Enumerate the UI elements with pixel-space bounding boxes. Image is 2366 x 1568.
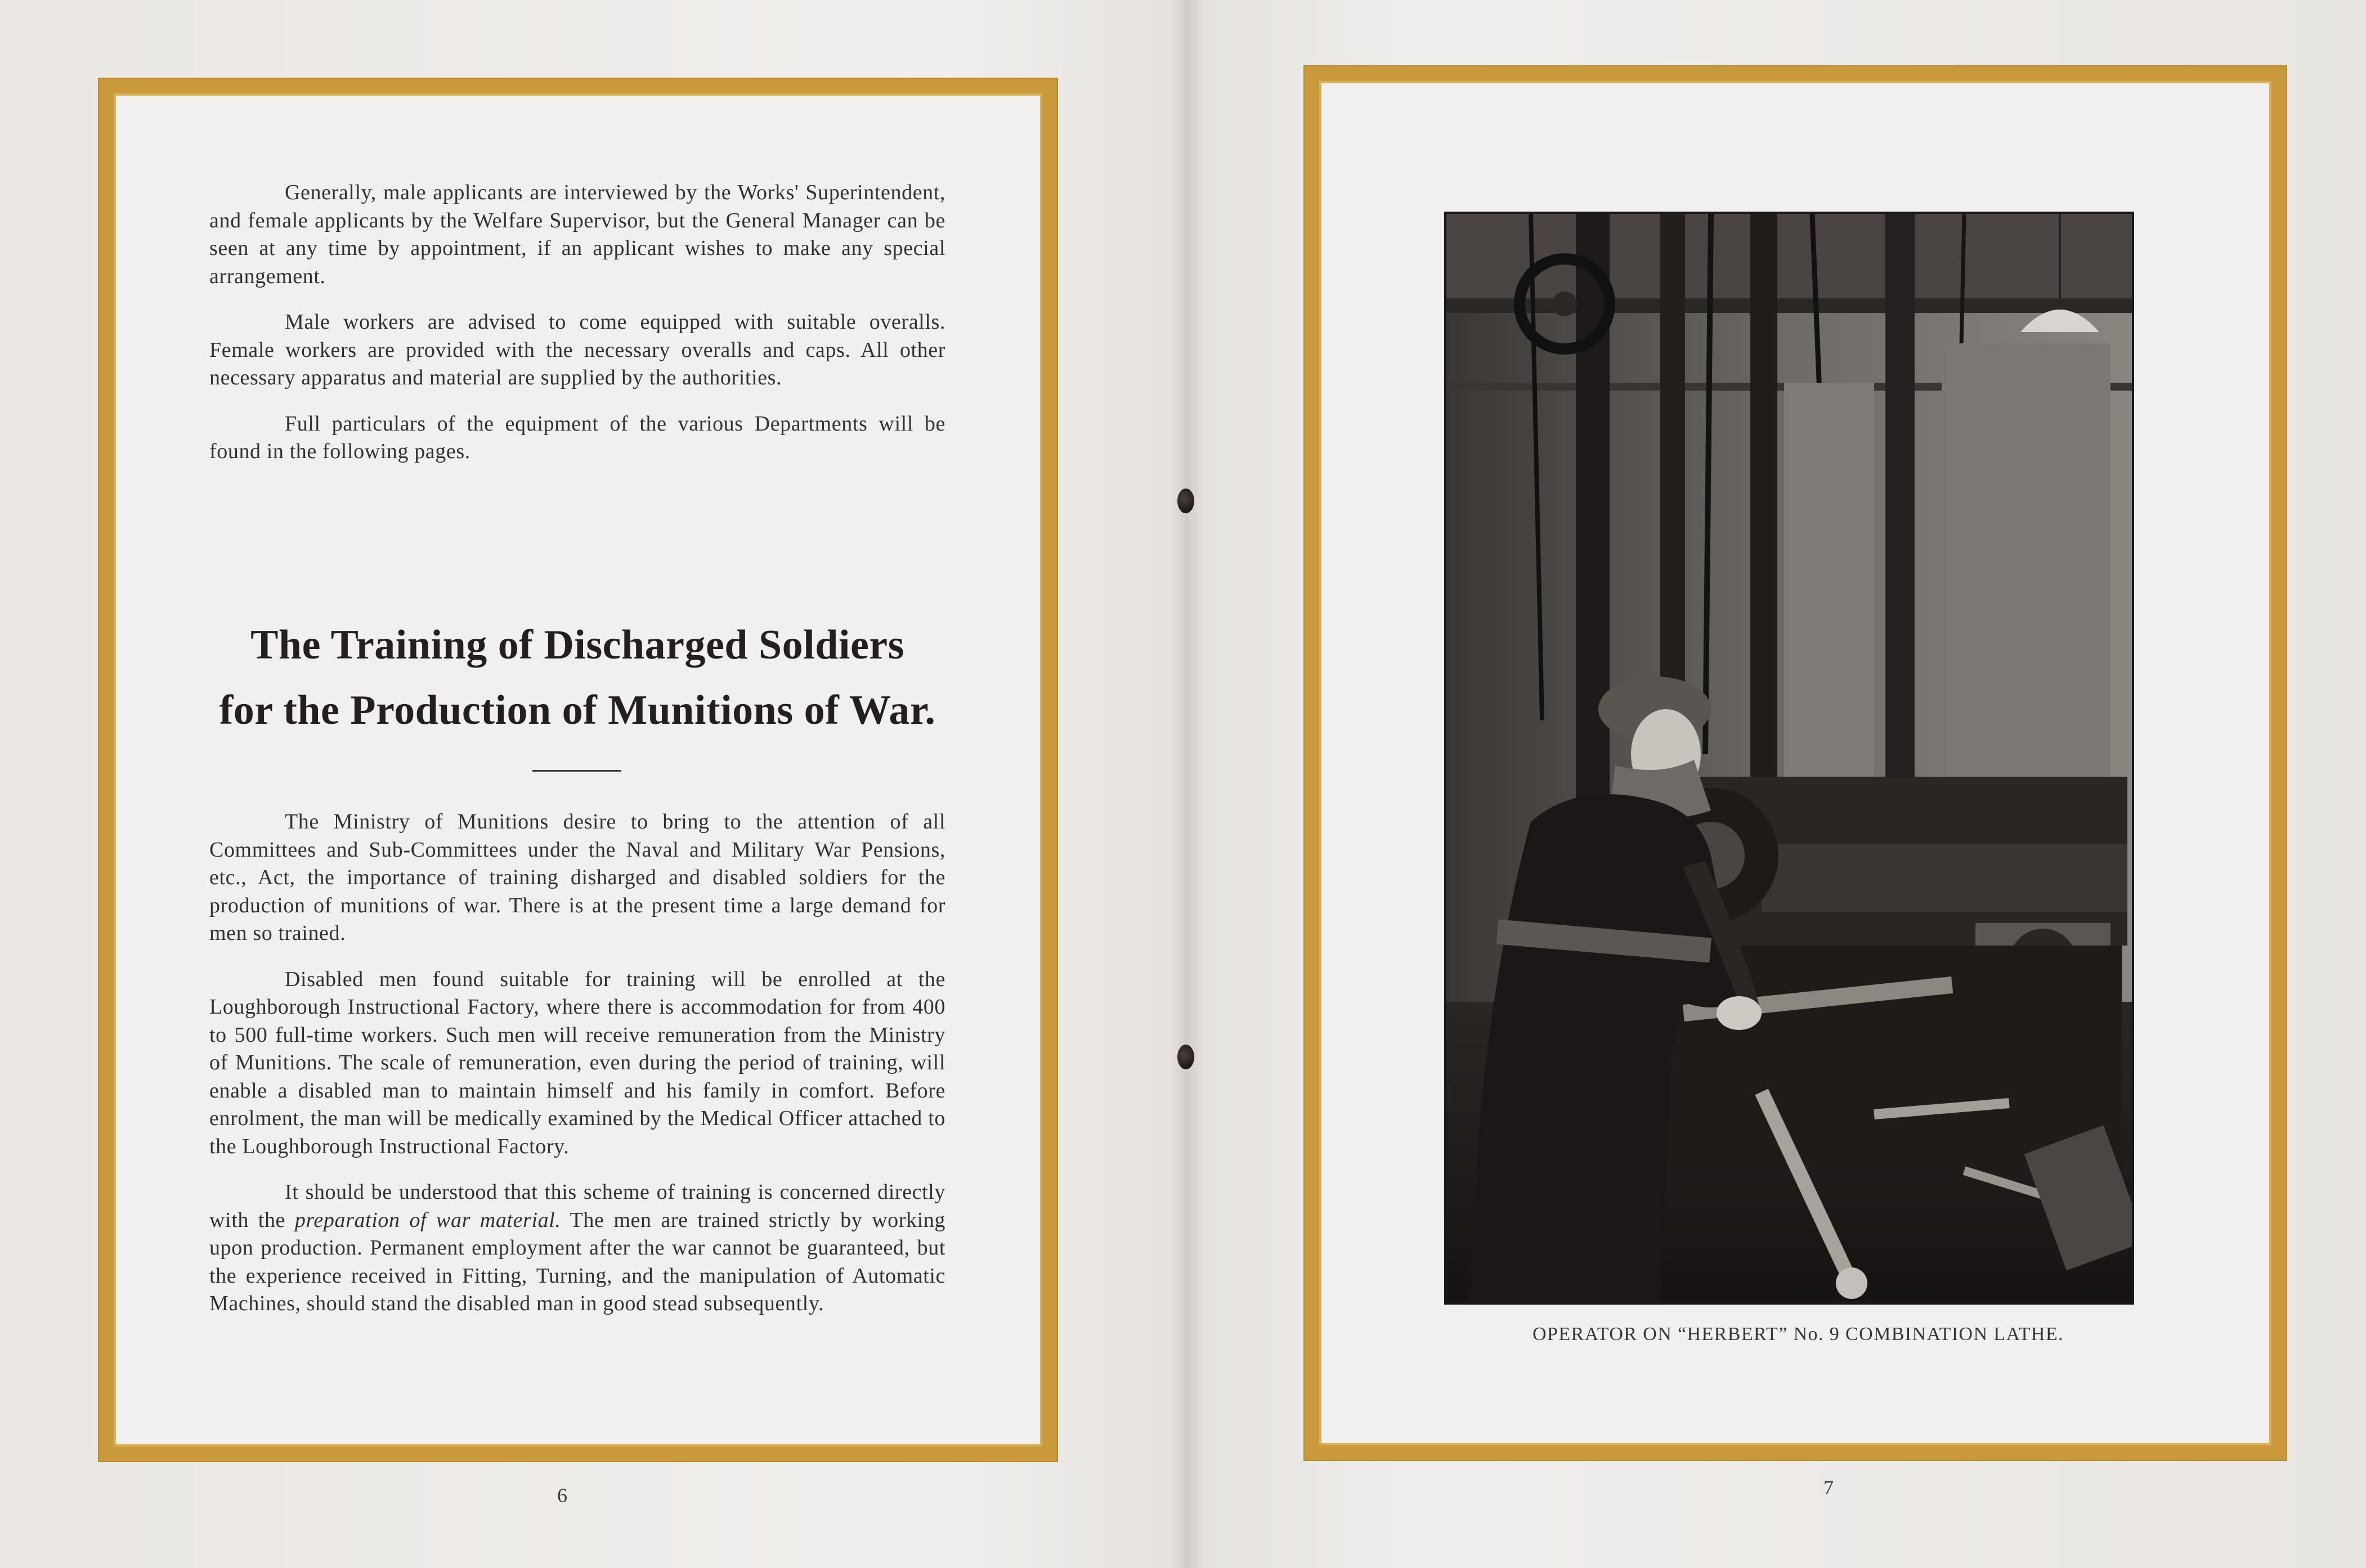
body-paragraph-2: Disabled men found suitable for training will be enrolled at the Loughborough Instructional Factory, where there is accommodation for from 400 to 500 full-time workers. Such men will receive remuneration from the Ministry of Munitions. The scale of remuneration, even during the period of training, will enable a disabled man to maintain himself and his family in comfort. Before enrolment, the man will be medically examined by the Medical Officer attached to the Loughborough Instructional Factory. <box>209 967 945 1158</box>
left-page-body <box>209 808 945 1318</box>
photo-caption: OPERATOR ON “HERBERT” No. 9 COMBINATION LATHE. <box>1532 1324 2064 1345</box>
left-page-intro <box>209 179 945 466</box>
body-paragraph-3-italic: preparation of war material. <box>294 1208 561 1232</box>
heading-divider <box>532 770 621 772</box>
lathe-operator-photo <box>1444 212 2134 1305</box>
staple-bottom <box>1177 1045 1194 1069</box>
intro-paragraph-3: Full particulars of the equipment of the various Departments will be found in the following pages. <box>209 411 945 463</box>
body-paragraph-3-end: The men are trained strictly by working upon production. Permanent employment after the war cannot be guaranteed, but the experience received in Fitting, Turning, and the manipulation of Automatic Machines, should stand the disabled man in good stead subsequently. <box>209 1208 945 1315</box>
intro-paragraph-2: Male workers are advised to come equipped with suitable overalls. Female workers are provided with the necessary overalls and caps. All other necessary apparatus and material are supplied by the authorities. <box>209 310 945 389</box>
page-number-right: 7 <box>1823 1476 1834 1499</box>
book-gutter <box>1171 0 1204 1568</box>
intro-paragraph-1: Generally, male applicants are interviewed by the Works' Superintendent, and female applicants by the Welfare Supervisor, but the General Manager can be seen at any time by appointment, if an applicant wishes to make any special arrangement. <box>209 181 945 288</box>
body-paragraph-3-start: It should be understood that this scheme of training is concerned directly with the <box>209 1180 945 1232</box>
heading-line-1: The Training of Discharged Soldiers <box>250 622 904 668</box>
staple-top <box>1177 489 1194 513</box>
body-paragraph-3 <box>209 1179 945 1318</box>
heading-line-2: for the Production of Munitions of War. <box>219 687 936 733</box>
section-heading <box>169 612 986 743</box>
lathe-photo-illustration <box>1446 214 2132 1302</box>
body-paragraph-1: The Ministry of Munitions desire to bring to the attention of all Committees and Sub-Committees under the Naval and Military War Pensions, etc., Act, the importance of training disharged and disabled soldiers for the production of munitions of war. There is at the present time a large demand for men so trained. <box>209 810 945 945</box>
page-number-left: 6 <box>557 1484 567 1507</box>
